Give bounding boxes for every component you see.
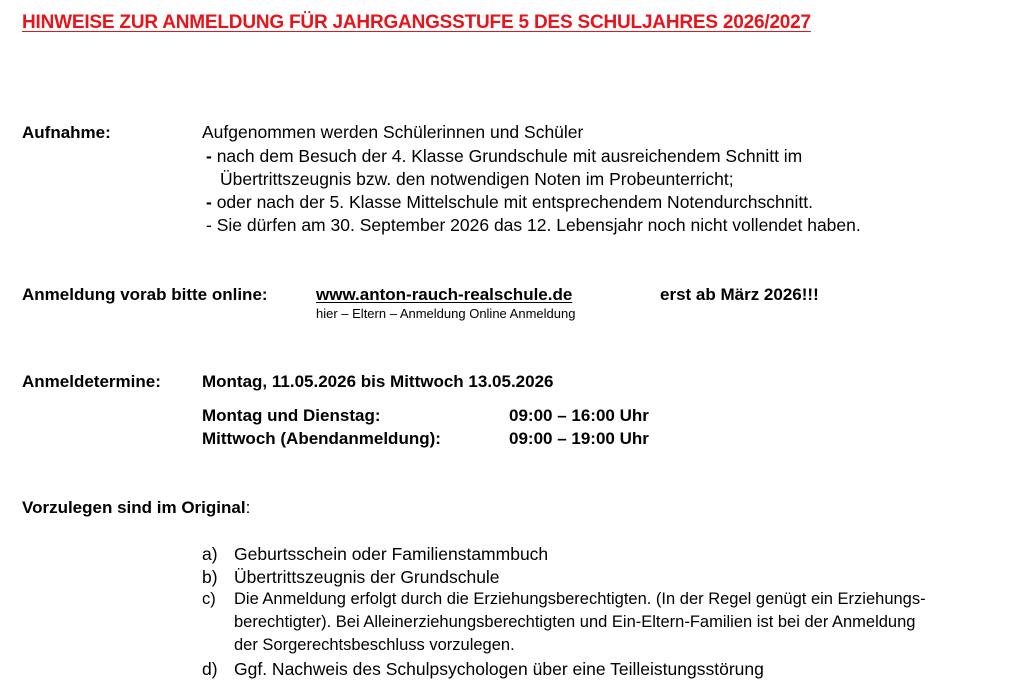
online-label: Anmeldung vorab bitte online:	[22, 285, 268, 304]
online-navigation-path: hier – Eltern – Anmeldung Online Anmeldung	[316, 306, 576, 321]
aufnahme-item-3	[206, 215, 861, 236]
document-item-text: Ggf. Nachweis des Schulpsychologen über eine Teilleistungsstörung	[234, 659, 764, 679]
document-item-b	[202, 567, 500, 588]
document-item-text: Geburtsschein oder Familienstammbuch	[234, 544, 549, 564]
vorzulegen-label	[22, 498, 250, 518]
aufnahme-item-text: Sie dürfen am 30. September 2026 das 12. Lebensjahr noch nicht vollendet haben.	[211, 215, 861, 235]
aufnahme-label: Aufnahme:	[22, 123, 111, 142]
online-start-note: erst ab März 2026!!!	[660, 285, 819, 304]
document-item-a	[202, 544, 548, 565]
list-dash: -	[206, 192, 212, 212]
list-marker: b)	[202, 567, 218, 587]
aufnahme-item-text: oder nach der 5. Klasse Mittelschule mit entsprechendem Notendurchschnitt.	[211, 192, 813, 212]
aufnahme-item-1-cont: Übertrittszeugnis bzw. den notwendigen Noten im Probeunterricht;	[220, 169, 734, 189]
aufnahme-item-text: nach dem Besuch der 4. Klasse Grundschule mit ausreichendem Schnitt im	[211, 146, 803, 166]
aufnahme-item-2	[206, 192, 813, 213]
list-dash: -	[206, 146, 212, 166]
vorzulegen-label-colon: :	[245, 498, 251, 517]
vorzulegen-label-text: Vorzulegen sind im Original	[22, 498, 246, 517]
aufnahme-item-1	[206, 146, 802, 167]
termine-day-2: Mittwoch (Abendanmeldung):	[202, 429, 441, 448]
list-marker: a)	[202, 544, 218, 564]
list-dash: -	[206, 215, 212, 235]
document-item-c-line-3: der Sorgerechtsbeschluss vorzulegen.	[234, 636, 515, 654]
document-item-text: Die Anmeldung erfolgt durch die Erziehungsberechtigten. (In der Regel genügt ein Erziehungs-	[234, 590, 926, 608]
list-marker: c)	[202, 590, 216, 608]
document-item-text: Übertrittszeugnis der Grundschule	[234, 567, 500, 587]
school-website-link[interactable]: www.anton-rauch-realschule.de	[316, 285, 573, 304]
termine-time-1: 09:00 – 16:00 Uhr	[509, 406, 649, 425]
document-item-d	[202, 659, 764, 680]
document-item-c-line-2: berechtigter). Bei Alleinerziehungsberechtigten und Ein-Eltern-Familien ist bei der Anmeldung	[234, 613, 916, 631]
termine-time-2: 09:00 – 19:00 Uhr	[509, 429, 649, 448]
document-item-c	[202, 590, 926, 609]
aufnahme-intro: Aufgenommen werden Schülerinnen und Schüler	[202, 122, 584, 142]
termine-range: Montag, 11.05.2026 bis Mittwoch 13.05.2026	[202, 372, 554, 391]
termine-label: Anmeldetermine:	[22, 372, 161, 391]
page-title: HINWEISE ZUR ANMELDUNG FÜR JAHRGANGSSTUFE 5 DES SCHULJAHRES 2026/2027	[22, 12, 811, 33]
list-marker: d)	[202, 659, 218, 679]
termine-day-1: Montag und Dienstag:	[202, 406, 381, 425]
